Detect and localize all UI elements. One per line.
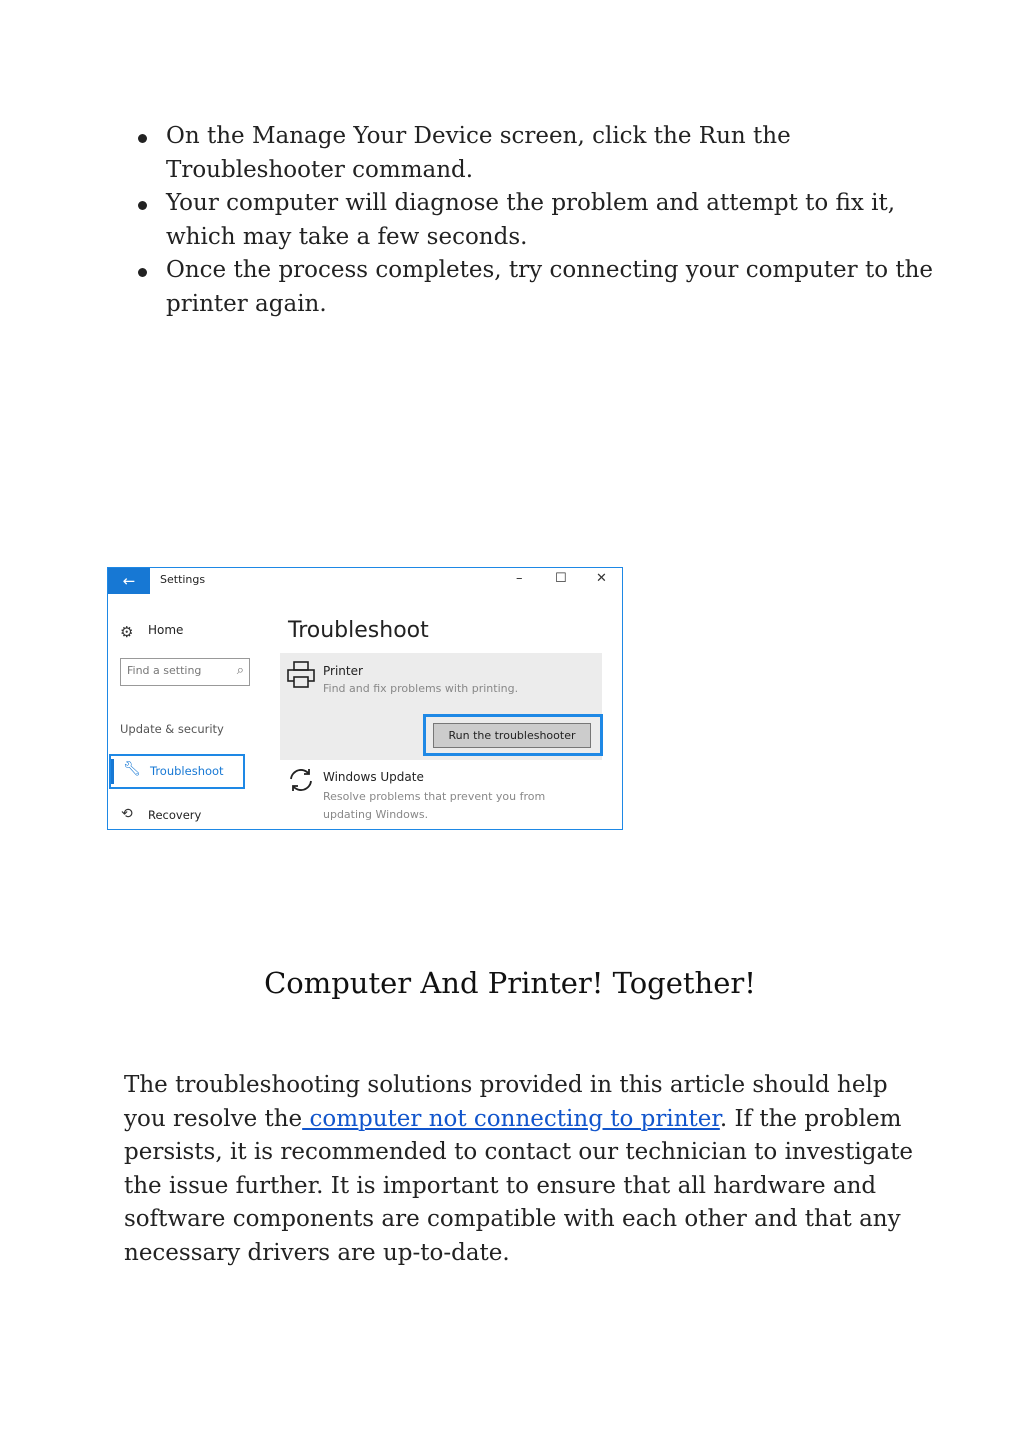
selection-indicator — [111, 759, 114, 784]
sidebar-item-home[interactable]: Home — [148, 623, 184, 637]
minimize-button[interactable]: – — [516, 571, 523, 586]
printer-icon — [286, 660, 316, 690]
bullet-item — [138, 120, 938, 187]
gear-icon: ⚙ — [120, 623, 134, 641]
body-paragraph — [124, 1069, 914, 1270]
sidebar-section-label: Update & security — [120, 722, 224, 736]
window-title: Settings — [160, 573, 206, 586]
sidebar-item-label: Troubleshoot — [150, 764, 224, 778]
search-box[interactable] — [120, 658, 250, 686]
maximize-button[interactable]: ☐ — [555, 571, 567, 586]
history-icon: ⟲ — [121, 806, 133, 822]
page-title: Troubleshoot — [288, 618, 429, 643]
sidebar-item-troubleshoot[interactable] — [109, 754, 245, 789]
bullet-list — [138, 120, 938, 321]
close-button[interactable]: ✕ — [596, 571, 607, 586]
back-button[interactable]: ← — [108, 568, 150, 594]
section-title: Computer And Printer! Together! — [264, 966, 756, 1000]
windows-update-name[interactable]: Windows Update — [323, 770, 424, 784]
bullet-dot — [138, 201, 147, 210]
run-button-highlight — [423, 714, 603, 756]
run-troubleshooter-button[interactable]: Run the troubleshooter — [433, 723, 591, 748]
bullet-text: Your computer will diagnose the problem and attempt to fix it, which may take a few seconds. — [166, 190, 896, 250]
title-bar — [108, 568, 622, 594]
search-input[interactable] — [127, 664, 223, 677]
bullet-dot — [138, 134, 147, 143]
bullet-item — [138, 187, 938, 254]
bullet-text: On the Manage Your Device screen, click the Run the Troubleshooter command. — [166, 123, 791, 183]
printer-description: Find and fix problems with printing. — [323, 682, 519, 695]
wrench-icon: 🔧︎ — [123, 761, 141, 777]
refresh-icon — [287, 766, 315, 794]
paragraph-text: . If the problem persists, it is recommended to contact our technician to investigate the issue further. It is important to ensure that all hardware and software components are compatible with each other and that any necessary drivers are up-to-date. — [124, 1105, 914, 1266]
bullet-text: Once the process completes, try connecting your computer to the printer again. — [166, 257, 934, 317]
sidebar-item-recovery[interactable]: Recovery — [148, 808, 202, 822]
bullet-item — [138, 254, 938, 321]
settings-screenshot — [107, 567, 623, 830]
paragraph-text: The troubleshooting solutions provided in this article should help you resolve the — [124, 1072, 888, 1132]
bullet-dot — [138, 268, 147, 277]
search-icon: ⌕ — [236, 663, 244, 678]
article-link[interactable]: computer not connecting to printer — [302, 1105, 720, 1132]
windows-update-description: Resolve problems that prevent you from updating Windows. — [323, 790, 546, 821]
printer-name: Printer — [323, 664, 363, 678]
